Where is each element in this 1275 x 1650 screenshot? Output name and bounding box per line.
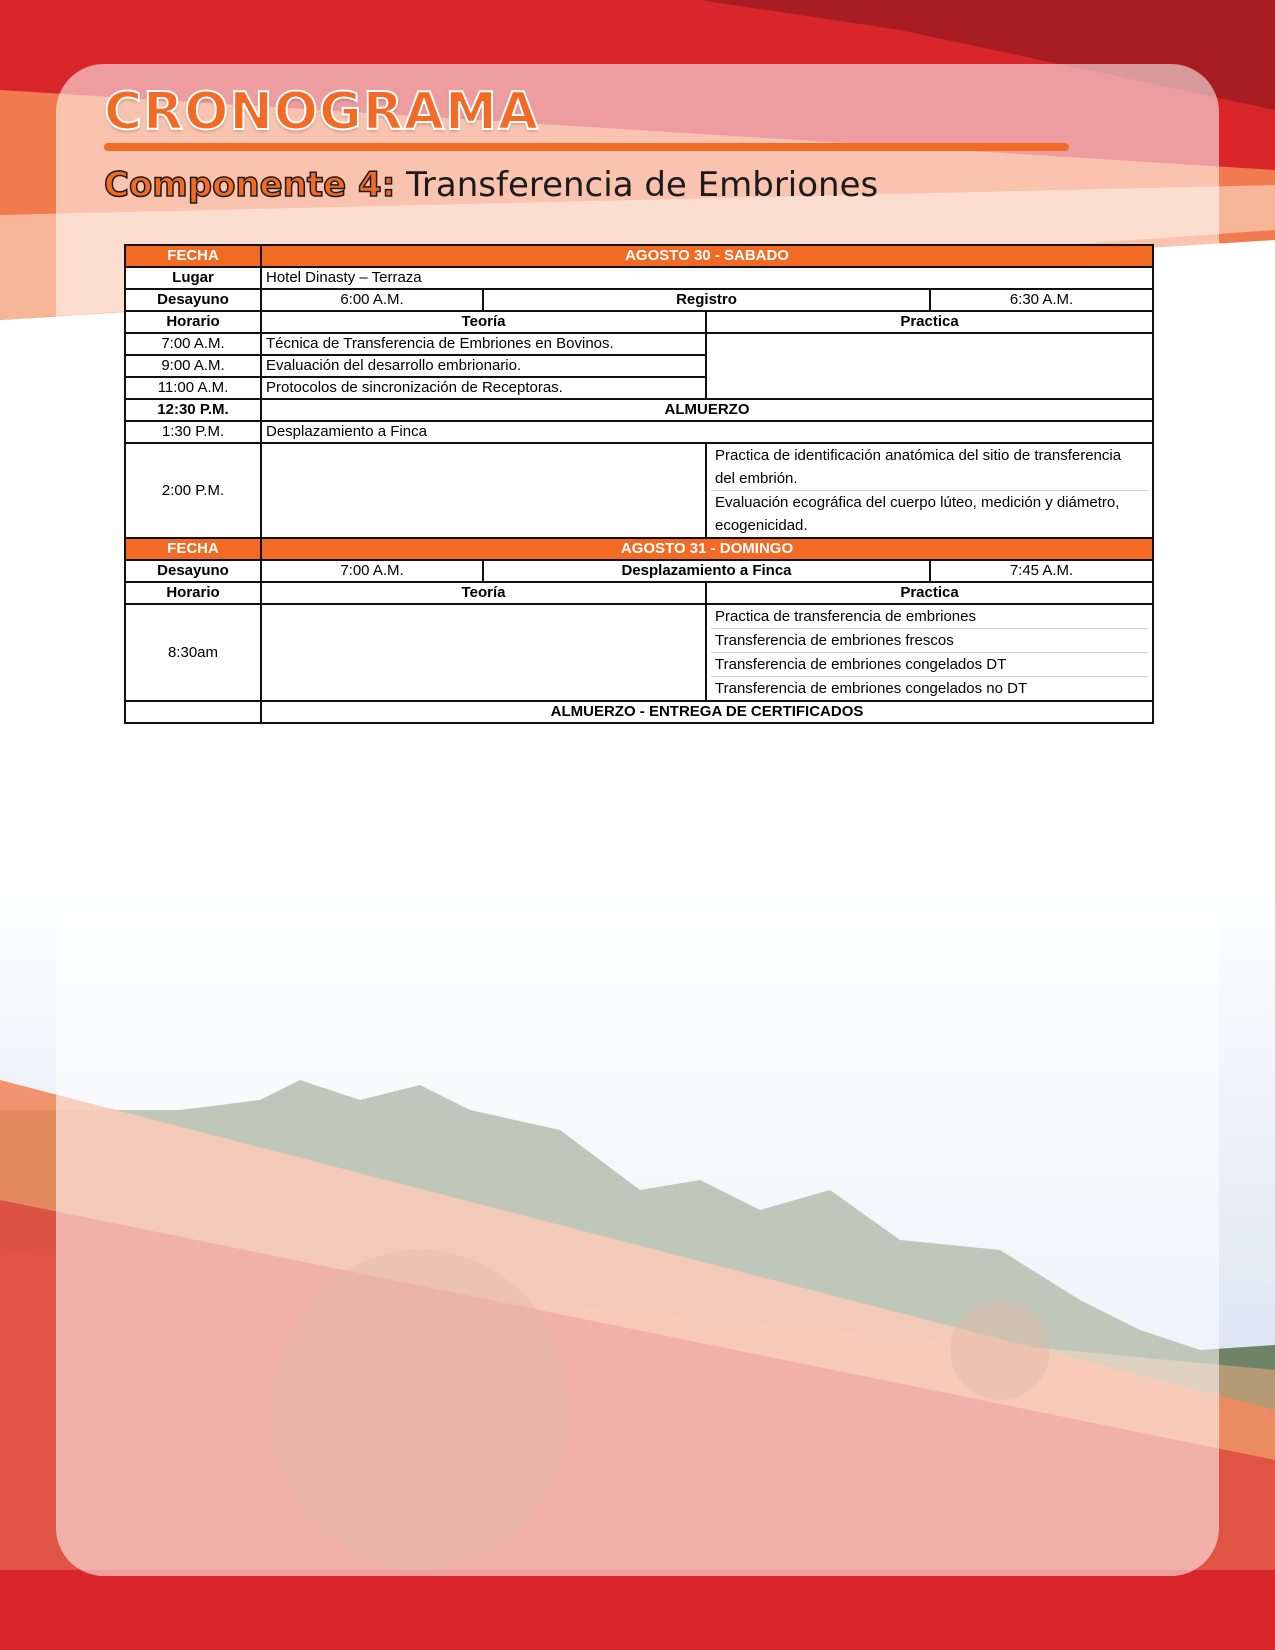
empty-cell xyxy=(125,701,261,723)
practica-header: Practica xyxy=(706,582,1153,604)
session-topic: Técnica de Transferencia de Embriones en Bovinos. xyxy=(261,333,706,355)
practica-header: Practica xyxy=(706,311,1153,333)
lugar-value: Hotel Dinasty – Terraza xyxy=(261,267,1153,289)
practica-empty-cell xyxy=(706,333,1153,399)
session-time: 9:00 A.M. xyxy=(125,355,261,377)
schedule-table xyxy=(124,244,1154,724)
lugar-label: Lugar xyxy=(125,267,261,289)
table-row xyxy=(125,267,1153,289)
practica-item: Transferencia de embriones congelados DT xyxy=(711,653,1148,677)
component-heading xyxy=(104,165,878,205)
fecha-label: FECHA xyxy=(125,245,261,267)
practica-item: Practica de transferencia de embriones xyxy=(711,605,1148,629)
session-time: 11:00 A.M. xyxy=(125,377,261,399)
table-row xyxy=(125,421,1153,443)
fecha-label: FECHA xyxy=(125,538,261,560)
table-row xyxy=(125,560,1153,582)
practica-item: Evaluación ecográfica del cuerpo lúteo, medición y diámetro, ecogenicidad. xyxy=(715,494,1120,534)
table-row xyxy=(125,333,1153,355)
practica-item: Transferencia de embriones frescos xyxy=(711,629,1148,653)
practica-item: Practica de identificación anatómica del sitio de transferencia del embrión. xyxy=(711,444,1148,491)
desayuno-label: Desayuno xyxy=(125,289,261,311)
practica-list xyxy=(706,604,1153,701)
day2-date: AGOSTO 31 - DOMINGO xyxy=(261,538,1153,560)
table-row xyxy=(125,289,1153,311)
afternoon-time: 2:00 P.M. xyxy=(125,443,261,538)
registro-label: Registro xyxy=(483,289,930,311)
component-label: Componente 4: xyxy=(104,165,396,205)
table-row xyxy=(125,538,1153,560)
almuerzo-time: 12:30 P.M. xyxy=(125,399,261,421)
practica-item: Transferencia de embriones congelados no DT xyxy=(715,680,1028,697)
table-row xyxy=(125,245,1153,267)
bottom-red-strip xyxy=(0,1570,1275,1650)
desayuno-time: 7:00 A.M. xyxy=(261,560,483,582)
component-name: Transferencia de Embriones xyxy=(406,165,879,205)
teoria-empty-cell xyxy=(261,604,706,701)
desplazamiento-value: Desplazamiento a Finca xyxy=(261,421,1153,443)
horario-label: Horario xyxy=(125,582,261,604)
teoria-header: Teoría xyxy=(261,582,706,604)
page-title: CRONOGRAMA xyxy=(104,82,540,142)
registro-time: 6:30 A.M. xyxy=(930,289,1153,311)
desplazamiento-time: 7:45 A.M. xyxy=(930,560,1153,582)
closing-label: ALMUERZO - ENTREGA DE CERTIFICADOS xyxy=(261,701,1153,723)
table-row xyxy=(125,604,1153,701)
table-row xyxy=(125,443,1153,538)
desplazamiento-label: Desplazamiento a Finca xyxy=(483,560,930,582)
desplazamiento-time: 1:30 P.M. xyxy=(125,421,261,443)
practica-list xyxy=(706,443,1153,538)
session-time: 7:00 A.M. xyxy=(125,333,261,355)
table-row xyxy=(125,311,1153,333)
desayuno-time: 6:00 A.M. xyxy=(261,289,483,311)
table-row xyxy=(125,701,1153,723)
title-underline xyxy=(104,143,1069,151)
table-row xyxy=(125,582,1153,604)
teoria-empty-cell xyxy=(261,443,706,538)
table-row xyxy=(125,399,1153,421)
session-time: 8:30am xyxy=(125,604,261,701)
day1-date: AGOSTO 30 - SABADO xyxy=(261,245,1153,267)
teoria-header: Teoría xyxy=(261,311,706,333)
session-topic: Evaluación del desarrollo embrionario. xyxy=(261,355,706,377)
session-topic: Protocolos de sincronización de Receptoras. xyxy=(261,377,706,399)
horario-label: Horario xyxy=(125,311,261,333)
desayuno-label: Desayuno xyxy=(125,560,261,582)
almuerzo-label: ALMUERZO xyxy=(261,399,1153,421)
